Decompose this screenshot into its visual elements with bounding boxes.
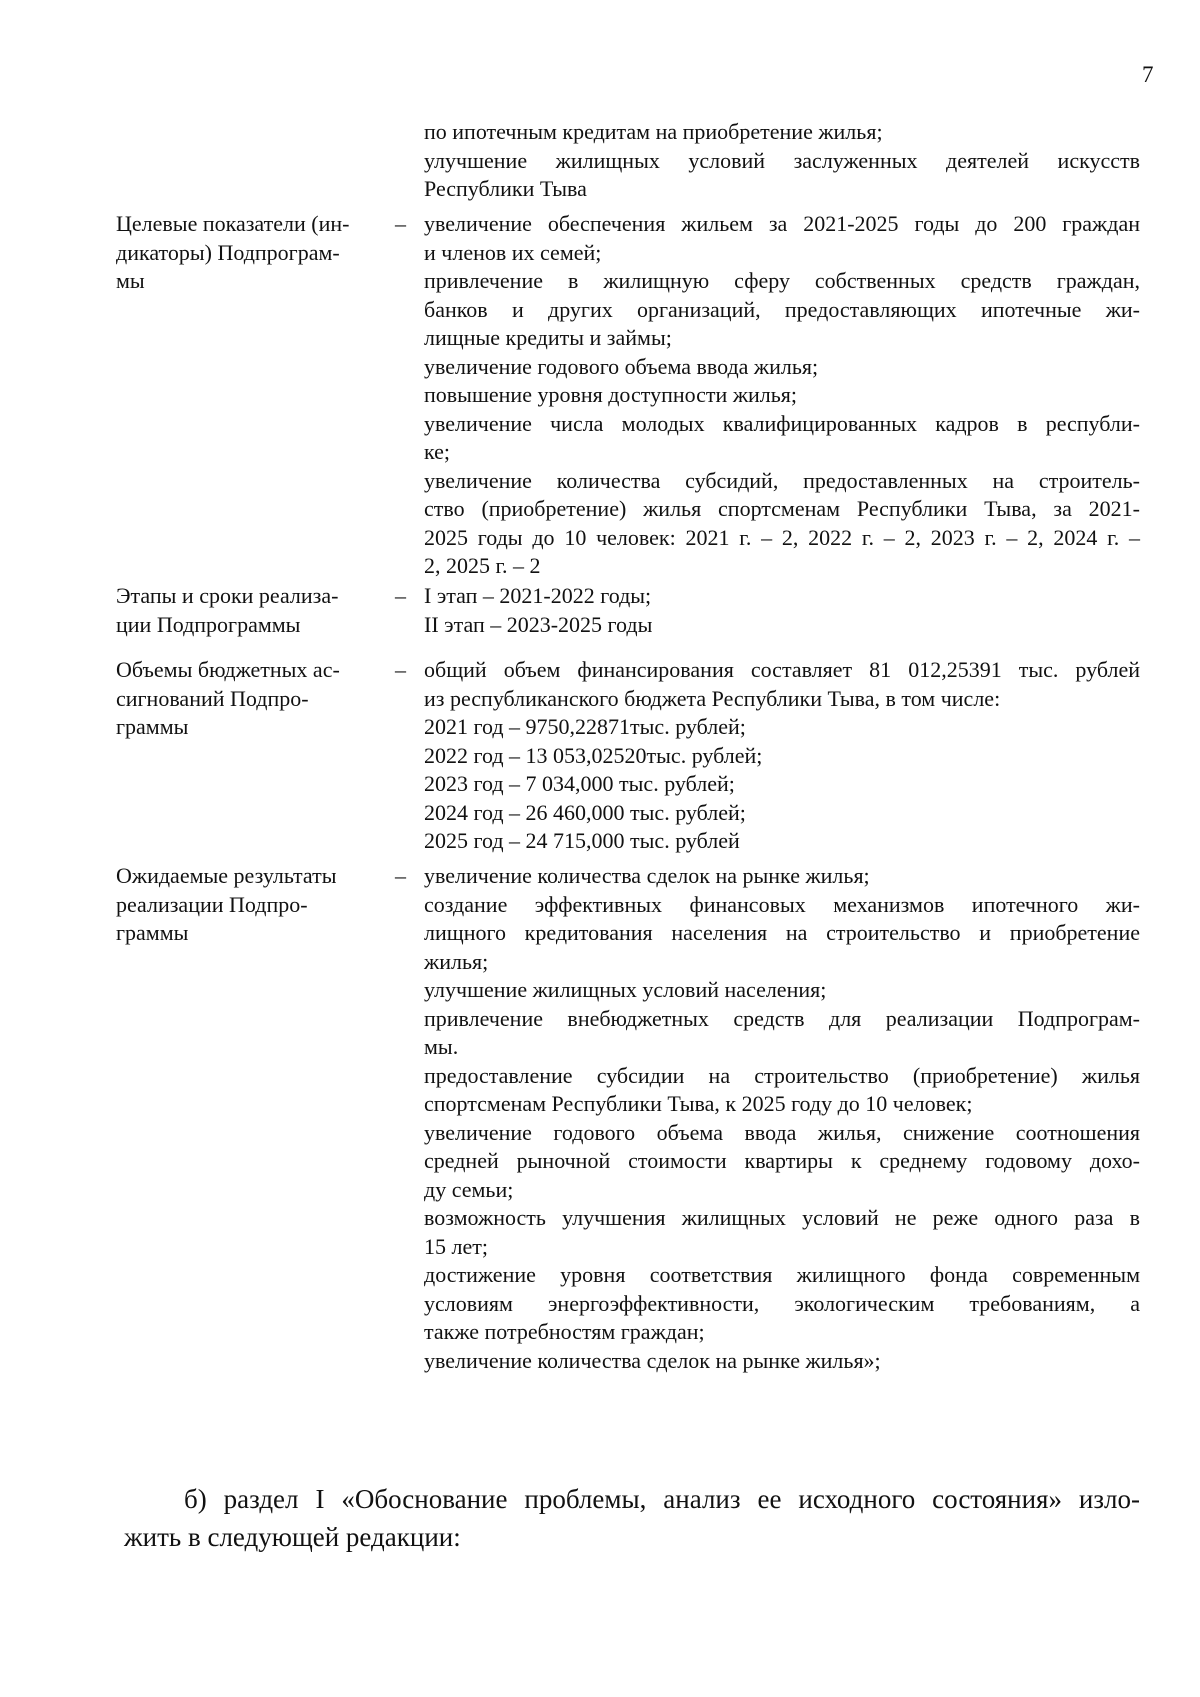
row-content-line: и членов их семей; xyxy=(424,239,602,265)
row-content-line: 2022 год – 13 053,02520тыс. рублей; xyxy=(424,742,763,768)
row-label-line: Целевые показатели (ин- xyxy=(116,211,350,236)
row-content-line: ду семьи; xyxy=(424,1176,514,1202)
row-label-line: мы xyxy=(116,268,145,293)
row-label xyxy=(116,656,384,742)
row-content-line: привлечение внебюджетных средств для реализации Подпрограм- xyxy=(424,1005,1140,1031)
row-content-line: увеличение количества субсидий, предоставленных на строитель- xyxy=(424,467,1140,493)
row-dash: – xyxy=(395,583,406,608)
intro-line: по ипотечным кредитам на приобретение жилья; xyxy=(424,119,883,144)
row-content-line: лищные кредиты и займы; xyxy=(424,325,672,350)
row-label-line: дикаторы) Подпрограм- xyxy=(116,239,340,265)
intro-line: Республики Тыва xyxy=(424,176,587,201)
row-content-line: увеличение количества сделок на рынке жилья»; xyxy=(424,1347,881,1373)
row-content-line: из республиканского бюджета Республики Тыва, в том числе: xyxy=(424,685,1001,711)
row-label xyxy=(116,862,384,948)
row-dash: – xyxy=(395,657,406,682)
row-label xyxy=(116,582,384,639)
row-content-line: жилья; xyxy=(424,948,489,974)
row-label-line: граммы xyxy=(116,714,189,739)
row-content-line: увеличение числа молодых квалифицированных кадров в республи- xyxy=(424,410,1140,436)
row-content-line: спортсменам Республики Тыва, к 2025 году до 10 человек; xyxy=(424,1091,973,1116)
row-content-line: увеличение обеспечения жильем за 2021-2025 годы до 200 граждан xyxy=(424,211,1140,236)
row-content-line: 2025 год – 24 715,000 тыс. рублей xyxy=(424,828,740,853)
closing-line: жить в следующей редакции: xyxy=(124,1522,461,1552)
row-content-line: улучшение жилищных условий населения; xyxy=(424,977,827,1002)
row-content-line: также потребностям граждан; xyxy=(424,1319,705,1344)
row-content-line: 2025 годы до 10 человек: 2021 г. – 2, 2022 г. – 2, 2023 г. – 2, 2024 г. – xyxy=(424,524,1140,550)
row-content-line: увеличение количества сделок на рынке жилья; xyxy=(424,863,870,888)
row-content-line: повышение уровня доступности жилья; xyxy=(424,382,798,407)
row-content-line: 2024 год – 26 460,000 тыс. рублей; xyxy=(424,799,746,825)
row-content-line: увеличение годового объема ввода жилья, снижение соотношения xyxy=(424,1119,1140,1145)
row-content-line: предоставление субсидии на строительство (приобретение) жилья xyxy=(424,1062,1140,1088)
row-content-line: I этап – 2021-2022 годы; xyxy=(424,583,652,608)
row-content xyxy=(424,210,1140,581)
row-content-line: условиям энергоэффективности, экологическим требованиям, а xyxy=(424,1290,1140,1316)
row-content-line: лищного кредитования населения на строительство и приобретение xyxy=(424,920,1140,945)
row-label-line: сигнований Подпро- xyxy=(116,685,309,711)
row-content xyxy=(424,862,1140,1375)
row-content-line: общий объем финансирования составляет 81 012,25391 тыс. рублей xyxy=(424,657,1140,682)
row-label-line: Ожидаемые результаты xyxy=(116,863,337,888)
closing-line: б) раздел I «Обоснование проблемы, анализ ее исходного состояния» изло- xyxy=(184,1484,1140,1514)
row-content-line: 15 лет; xyxy=(424,1233,488,1259)
row-content-line: привлечение в жилищную сферу собственных средств граждан, xyxy=(424,268,1140,293)
row-content xyxy=(424,656,1140,856)
row-content-line: 2023 год – 7 034,000 тыс. рублей; xyxy=(424,771,735,796)
row-content-line: увеличение годового объема ввода жилья; xyxy=(424,353,819,379)
row-label-line: граммы xyxy=(116,920,189,945)
row-label-line: Объемы бюджетных ас- xyxy=(116,657,340,682)
page-number: 7 xyxy=(1142,62,1154,87)
intro-continuation xyxy=(424,118,1140,204)
row-dash: – xyxy=(395,863,406,888)
row-content-line: ство (приобретение) жилья спортсменам Республики Тыва, за 2021- xyxy=(424,496,1140,521)
row-label-line: Этапы и сроки реализа- xyxy=(116,583,339,608)
row-dash: – xyxy=(395,211,406,236)
row-content-line: ке; xyxy=(424,439,451,464)
row-label xyxy=(116,210,384,296)
row-content-line: средней рыночной стоимости квартиры к среднему годовому дохо- xyxy=(424,1148,1140,1173)
row-content-line: 2, 2025 г. – 2 xyxy=(424,553,541,578)
row-content-line: 2021 год – 9750,22871тыс. рублей; xyxy=(424,714,746,739)
row-label-line: ции Подпрограммы xyxy=(116,611,301,637)
intro-line: улучшение жилищных условий заслуженных деятелей искусств xyxy=(424,147,1140,173)
closing-paragraph xyxy=(126,1480,1140,1556)
row-content-line: создание эффективных финансовых механизмов ипотечного жи- xyxy=(424,891,1140,917)
row-content-line: банков и других организаций, предоставляющих ипотечные жи- xyxy=(424,296,1140,322)
row-content-line: II этап – 2023-2025 годы xyxy=(424,611,653,637)
row-content xyxy=(424,582,1140,639)
row-content-line: достижение уровня соответствия жилищного фонда современным xyxy=(424,1262,1140,1287)
row-content-line: возможность улучшения жилищных условий не реже одного раза в xyxy=(424,1205,1140,1230)
row-content-line: мы. xyxy=(424,1034,459,1059)
row-label-line: реализации Подпро- xyxy=(116,891,308,917)
